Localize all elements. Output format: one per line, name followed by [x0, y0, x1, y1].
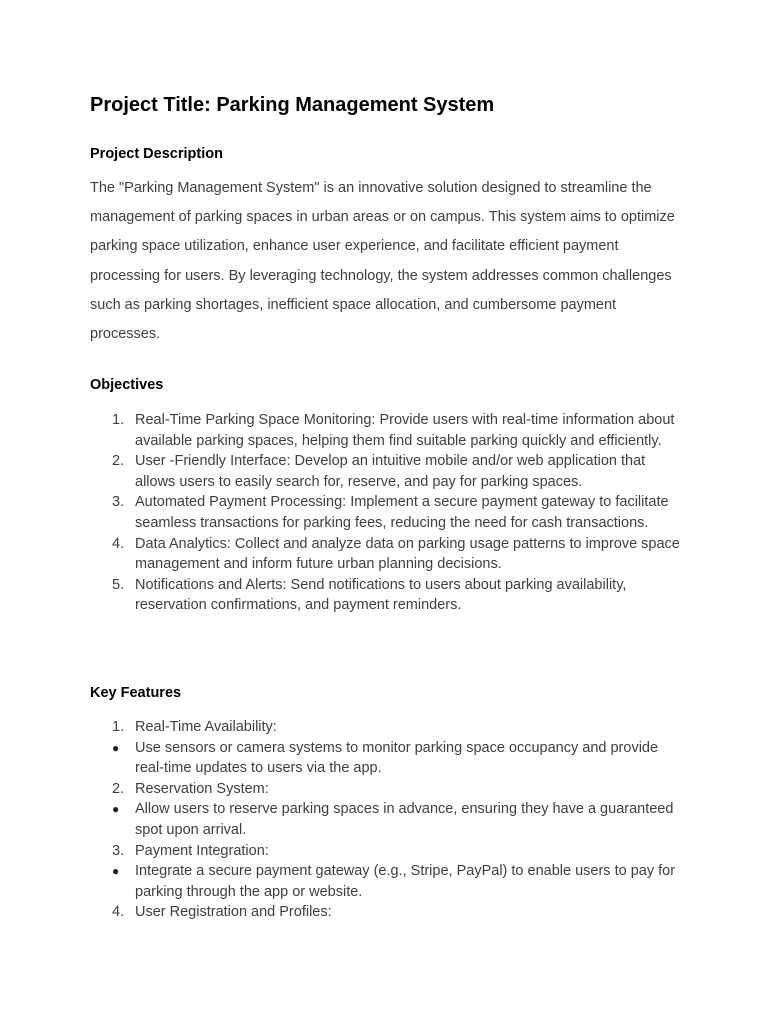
- list-number: 1.: [112, 412, 125, 428]
- objective-item: [90, 410, 680, 451]
- list-number: 2.: [112, 453, 125, 470]
- objective-item: [90, 575, 680, 616]
- feature-title: Reservation System:: [135, 780, 269, 797]
- page-title: Project Title: Parking Management System: [90, 94, 495, 116]
- objective-text: User -Friendly Interface: Develop an intuitive mobile and/or web application that allows users to easily search for, reserve, and pay for parking spaces.: [135, 453, 646, 490]
- feature-bullet-text: Integrate a secure payment gateway (e.g., Stripe, PayPal) to enable users to pay for parking through the app or website.: [135, 863, 676, 900]
- objective-text: Data Analytics: Collect and analyze data on parking usage patterns to improve space management and inform future urban planning decisions.: [135, 535, 680, 573]
- feature-item: [90, 841, 680, 862]
- feature-title: Real-Time Availability:: [135, 719, 277, 735]
- feature-title: User Registration and Profiles:: [135, 904, 332, 921]
- objective-item: [90, 492, 680, 533]
- bullet-icon: ●: [112, 740, 120, 755]
- feature-bullet-item: [90, 861, 680, 902]
- objectives-list: [90, 410, 680, 616]
- feature-item: [90, 717, 680, 738]
- list-number: 1.: [112, 719, 125, 735]
- objective-text: Notifications and Alerts: Send notifications to users about parking availability, reservation confirmations, and payment reminders.: [135, 576, 627, 614]
- features-list: [90, 717, 680, 923]
- feature-bullet-text: Use sensors or camera systems to monitor parking space occupancy and provide real-time updates to users via the app.: [135, 739, 659, 777]
- list-number: 2.: [112, 780, 125, 797]
- feature-item: [90, 902, 680, 923]
- list-number: 3.: [112, 842, 125, 859]
- description-heading: Project Description: [90, 146, 223, 162]
- bullet-icon: ●: [112, 864, 120, 879]
- feature-bullet-item: [90, 738, 680, 779]
- feature-bullet-text: Allow users to reserve parking spaces in advance, ensuring they have a guaranteed spot upon arrival.: [135, 801, 674, 838]
- objectives-heading: Objectives: [90, 377, 164, 393]
- list-number: 4.: [112, 535, 125, 552]
- list-number: 5.: [112, 576, 125, 593]
- feature-title: Payment Integration:: [135, 842, 269, 859]
- features-heading: Key Features: [90, 685, 182, 701]
- objective-item: [90, 451, 680, 492]
- feature-bullet-item: [90, 799, 680, 840]
- list-number: 4.: [112, 904, 125, 921]
- description-paragraph: The "Parking Management System" is an innovative solution designed to streamline the management of parking spaces in urban areas or on campus. This system aims to optimize parking space utilization, enhance user experience, and facilitate efficient payment processing for users. By leveraging technology, the system addresses common challenges such as parking shortages, inefficient space allocation, and cumbersome payment processes.: [90, 180, 675, 343]
- objective-item: [90, 534, 680, 575]
- bullet-icon: ●: [112, 802, 120, 817]
- feature-item: [90, 779, 680, 800]
- objective-text: Automated Payment Processing: Implement a secure payment gateway to facilitate seamless transactions for parking fees, reducing the need for cash transactions.: [135, 494, 669, 531]
- list-number: 3.: [112, 494, 125, 511]
- objective-text: Real-Time Parking Space Monitoring: Provide users with real-time information about available parking spaces, helping them find suitable parking quickly and efficiently.: [135, 412, 675, 449]
